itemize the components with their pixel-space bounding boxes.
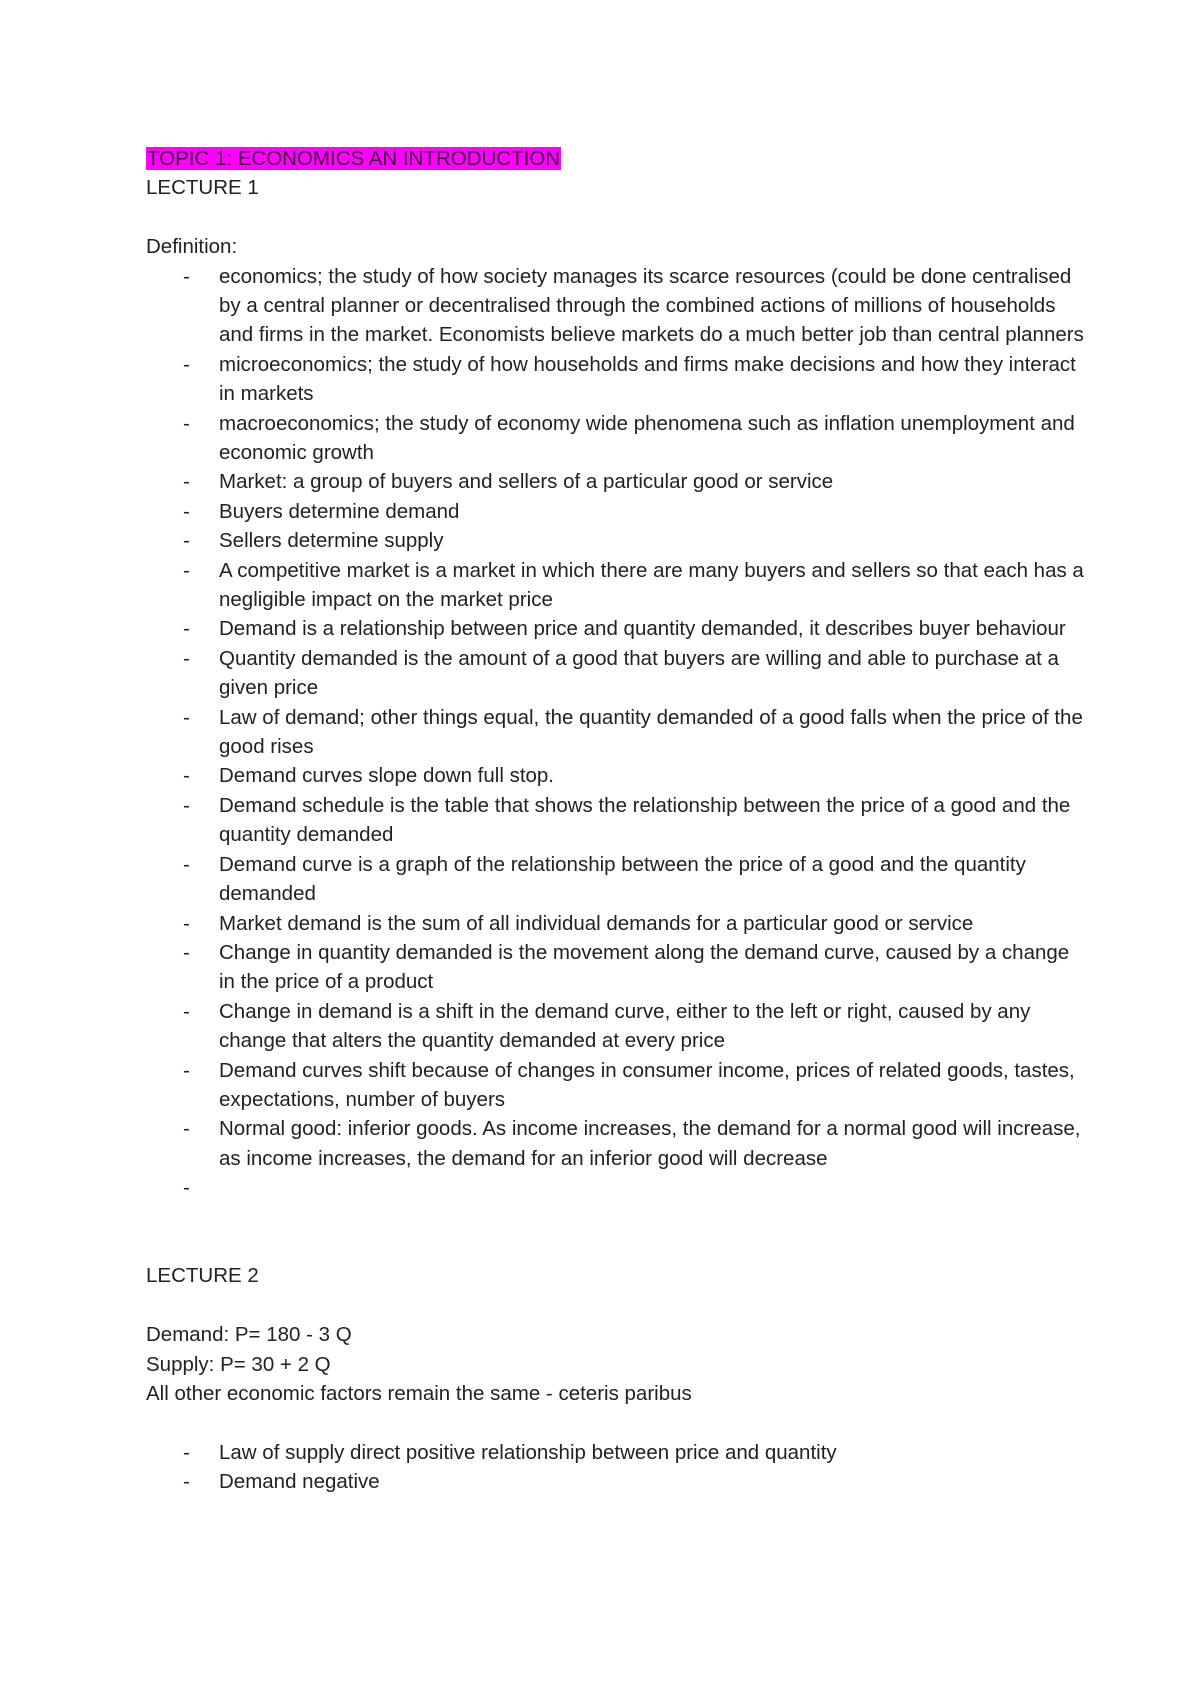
list-item-text: Demand curves shift because of changes in consumer income, prices of related goods, tastes, expectations, number of buyers — [219, 1058, 1075, 1111]
list-item-text: Law of supply direct positive relationship between price and quantity — [219, 1440, 837, 1464]
list-item-text: Demand curve is a graph of the relationship between the price of a good and the quantity demanded — [219, 852, 1026, 906]
list-item-text: microeconomics; the study of how households and firms make decisions and how they interact in markets — [219, 352, 1076, 406]
list-item-text: Sellers determine supply — [219, 529, 444, 553]
dash-marker: - — [183, 999, 190, 1023]
ceteris-paribus-note: All other economic factors remain the same - ceteris paribus — [146, 1381, 692, 1405]
dash-marker: - — [183, 264, 190, 288]
dash-marker: - — [183, 940, 190, 964]
dash-marker: - — [183, 1176, 190, 1200]
list-item-text: Normal good: inferior goods. As income increases, the demand for a normal good will increase, as income increases, the demand for an inferior good will decrease — [219, 1117, 1081, 1170]
supply-equation: Supply: P= 30 + 2 Q — [146, 1352, 331, 1376]
list-item — [146, 350, 1086, 409]
blank-line — [146, 1291, 1086, 1320]
dash-marker: - — [183, 411, 190, 435]
dash-marker: - — [183, 764, 190, 788]
document-page — [146, 144, 1086, 1497]
lecture-1-bullet-list — [146, 262, 1086, 1203]
blank-line — [146, 1408, 1086, 1437]
list-item — [146, 791, 1086, 850]
list-item-text: economics; the study of how society manages its scarce resources (could be done centralised by a central planner or decentralised through the combined actions of millions of households and firms in the market. Economists believe markets do a much better job than central planners — [219, 264, 1084, 347]
list-item — [146, 1056, 1086, 1115]
list-item — [146, 938, 1086, 997]
dash-marker: - — [183, 646, 190, 670]
list-item — [146, 262, 1086, 350]
lecture-2-heading: LECTURE 2 — [146, 1264, 259, 1288]
list-item — [146, 526, 1086, 555]
dash-marker: - — [183, 852, 190, 876]
list-item — [146, 1173, 1086, 1202]
list-item — [146, 497, 1086, 526]
dash-marker: - — [183, 499, 190, 523]
lecture-2-bullet-list — [146, 1438, 1086, 1497]
list-item-text: Change in quantity demanded is the movement along the demand curve, caused by a change in the price of a product — [219, 940, 1070, 994]
list-item — [146, 1438, 1086, 1467]
list-item-text: Market: a group of buyers and sellers of a particular good or service — [219, 470, 834, 494]
list-item-text: Quantity demanded is the amount of a good that buyers are willing and able to purchase at a given price — [219, 646, 1059, 700]
list-item-text: A competitive market is a market in which there are many buyers and sellers so that each has a negligible impact on the market price — [219, 558, 1084, 612]
dash-marker: - — [183, 1058, 190, 1082]
list-item — [146, 467, 1086, 496]
list-item — [146, 761, 1086, 790]
dash-marker: - — [183, 1470, 190, 1494]
topic-heading: TOPIC 1: ECONOMICS AN INTRODUCTION — [147, 147, 561, 170]
dash-marker: - — [183, 1440, 190, 1464]
list-item-text: Demand schedule is the table that shows the relationship between the price of a good and the quantity demanded — [219, 793, 1071, 847]
list-item-text: Change in demand is a shift in the demand curve, either to the left or right, caused by any change that alters the quantity demanded at every price — [219, 999, 1031, 1053]
dash-marker: - — [183, 352, 190, 376]
section-gap — [146, 1203, 1086, 1262]
list-item — [146, 644, 1086, 703]
list-item — [146, 997, 1086, 1056]
list-item — [146, 1467, 1086, 1496]
list-item-text: Buyers determine demand — [219, 499, 460, 523]
list-item-text: macroeconomics; the study of economy wide phenomena such as inflation unemployment and economic growth — [219, 411, 1075, 464]
definition-label: Definition: — [146, 235, 238, 259]
list-item — [146, 703, 1086, 762]
dash-marker: - — [183, 529, 190, 553]
lecture-1-heading: LECTURE 1 — [146, 176, 259, 200]
list-item-text: Demand is a relationship between price and quantity demanded, it describes buyer behaviour — [219, 617, 1066, 641]
list-item — [146, 1114, 1086, 1173]
list-item-text: Law of demand; other things equal, the quantity demanded of a good falls when the price of the good rises — [219, 705, 1083, 759]
list-item-text: Demand curves slope down full stop. — [219, 764, 555, 788]
list-item-text: Market demand is the sum of all individual demands for a particular good or service — [219, 911, 974, 935]
list-item — [146, 614, 1086, 643]
dash-marker: - — [183, 705, 190, 729]
list-item — [146, 909, 1086, 938]
dash-marker: - — [183, 1117, 190, 1141]
dash-marker: - — [183, 558, 190, 582]
dash-marker: - — [183, 793, 190, 817]
list-item — [146, 556, 1086, 615]
demand-equation: Demand: P= 180 - 3 Q — [146, 1323, 352, 1347]
topic-heading-line — [146, 144, 1086, 173]
dash-marker: - — [183, 470, 190, 494]
list-item — [146, 409, 1086, 468]
dash-marker: - — [183, 911, 190, 935]
dash-marker: - — [183, 617, 190, 641]
list-item — [146, 850, 1086, 909]
blank-line — [146, 203, 1086, 232]
list-item-text: Demand negative — [219, 1470, 380, 1494]
